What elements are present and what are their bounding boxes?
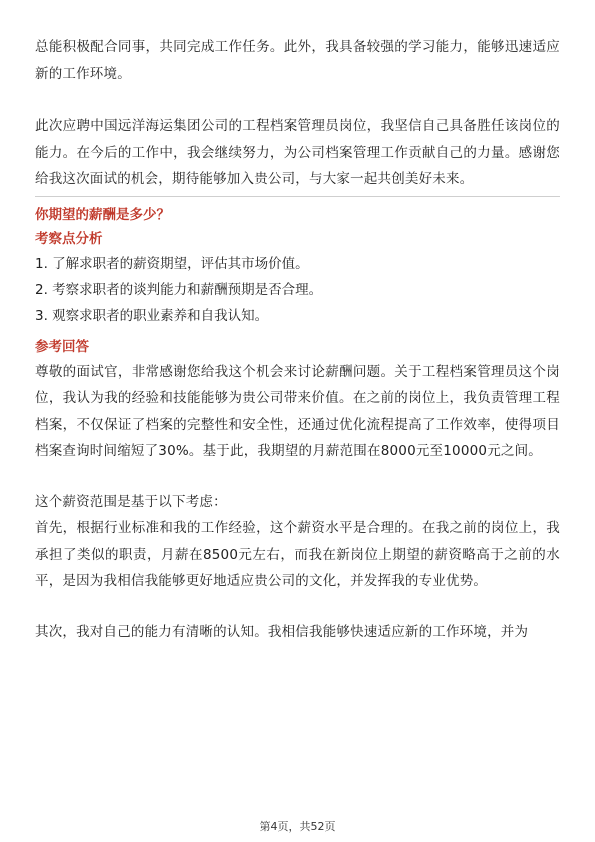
answer-paragraph-2: 这个薪资范围是基于以下考虑： — [35, 493, 227, 510]
answer-paragraph-1: 尊敬的面试官，非常感谢您给我这个机会来讨论薪酬问题。关于工程档案管理员这个岗位，我认为我的经验和技能能够为贵公司带来价值。在之前的岗位上，我负责管理工程档案，不仅保证了档案的完整性和安全性，还通过优化流程提高了工作效率，使得项目档案查询时间缩短了30%。基于此，我期望的月薪范围在8000元至10000元之间。 — [35, 363, 560, 459]
analysis-item-3: 3. 观察求职者的职业素养和自我认知。 — [35, 307, 269, 324]
page-content — [35, 34, 560, 645]
analysis-item-2: 2. 考察求职者的谈判能力和薪酬预期是否合理。 — [35, 281, 323, 298]
question-title: 你期望的薪酬是多少？ — [35, 206, 170, 223]
analysis-label: 考察点分析 — [35, 230, 103, 247]
analysis-item-1: 1. 了解求职者的薪资期望，评估其市场价值。 — [35, 255, 309, 272]
spacer — [35, 595, 560, 619]
intro-paragraph-1: 总能积极配合同事，共同完成工作任务。此外，我具备较强的学习能力，能够迅速适应新的工作环境。 — [35, 39, 560, 82]
analysis-list — [35, 251, 560, 329]
spacer — [35, 87, 560, 113]
section-divider — [35, 196, 560, 197]
page-number: 第4页，共52页 — [259, 820, 336, 833]
answer-paragraph-4: 其次，我对自己的能力有清晰的认知。我相信我能够快速适应新的工作环境，并为 — [35, 623, 529, 640]
answer-paragraph-3: 首先，根据行业标准和我的工作经验，这个薪资水平是合理的。在我之前的岗位上，我承担了类似的职责，月薪在8500元左右，而我在新岗位上期望的薪资略高于之前的水平，是因为我相信我能够更好地适应贵公司的文化，并发挥我的专业优势。 — [35, 520, 560, 589]
answer-label: 参考回答 — [35, 338, 89, 355]
spacer — [35, 465, 560, 489]
intro-paragraph-2: 此次应聘中国远洋海运集团公司的工程档案管理员岗位，我坚信自己具备胜任该岗位的能力。在今后的工作中，我会继续努力，为公司档案管理工作贡献自己的力量。感谢您给我这次面试的机会，期待能够加入贵公司，与大家一起共创美好未来。 — [35, 118, 560, 187]
